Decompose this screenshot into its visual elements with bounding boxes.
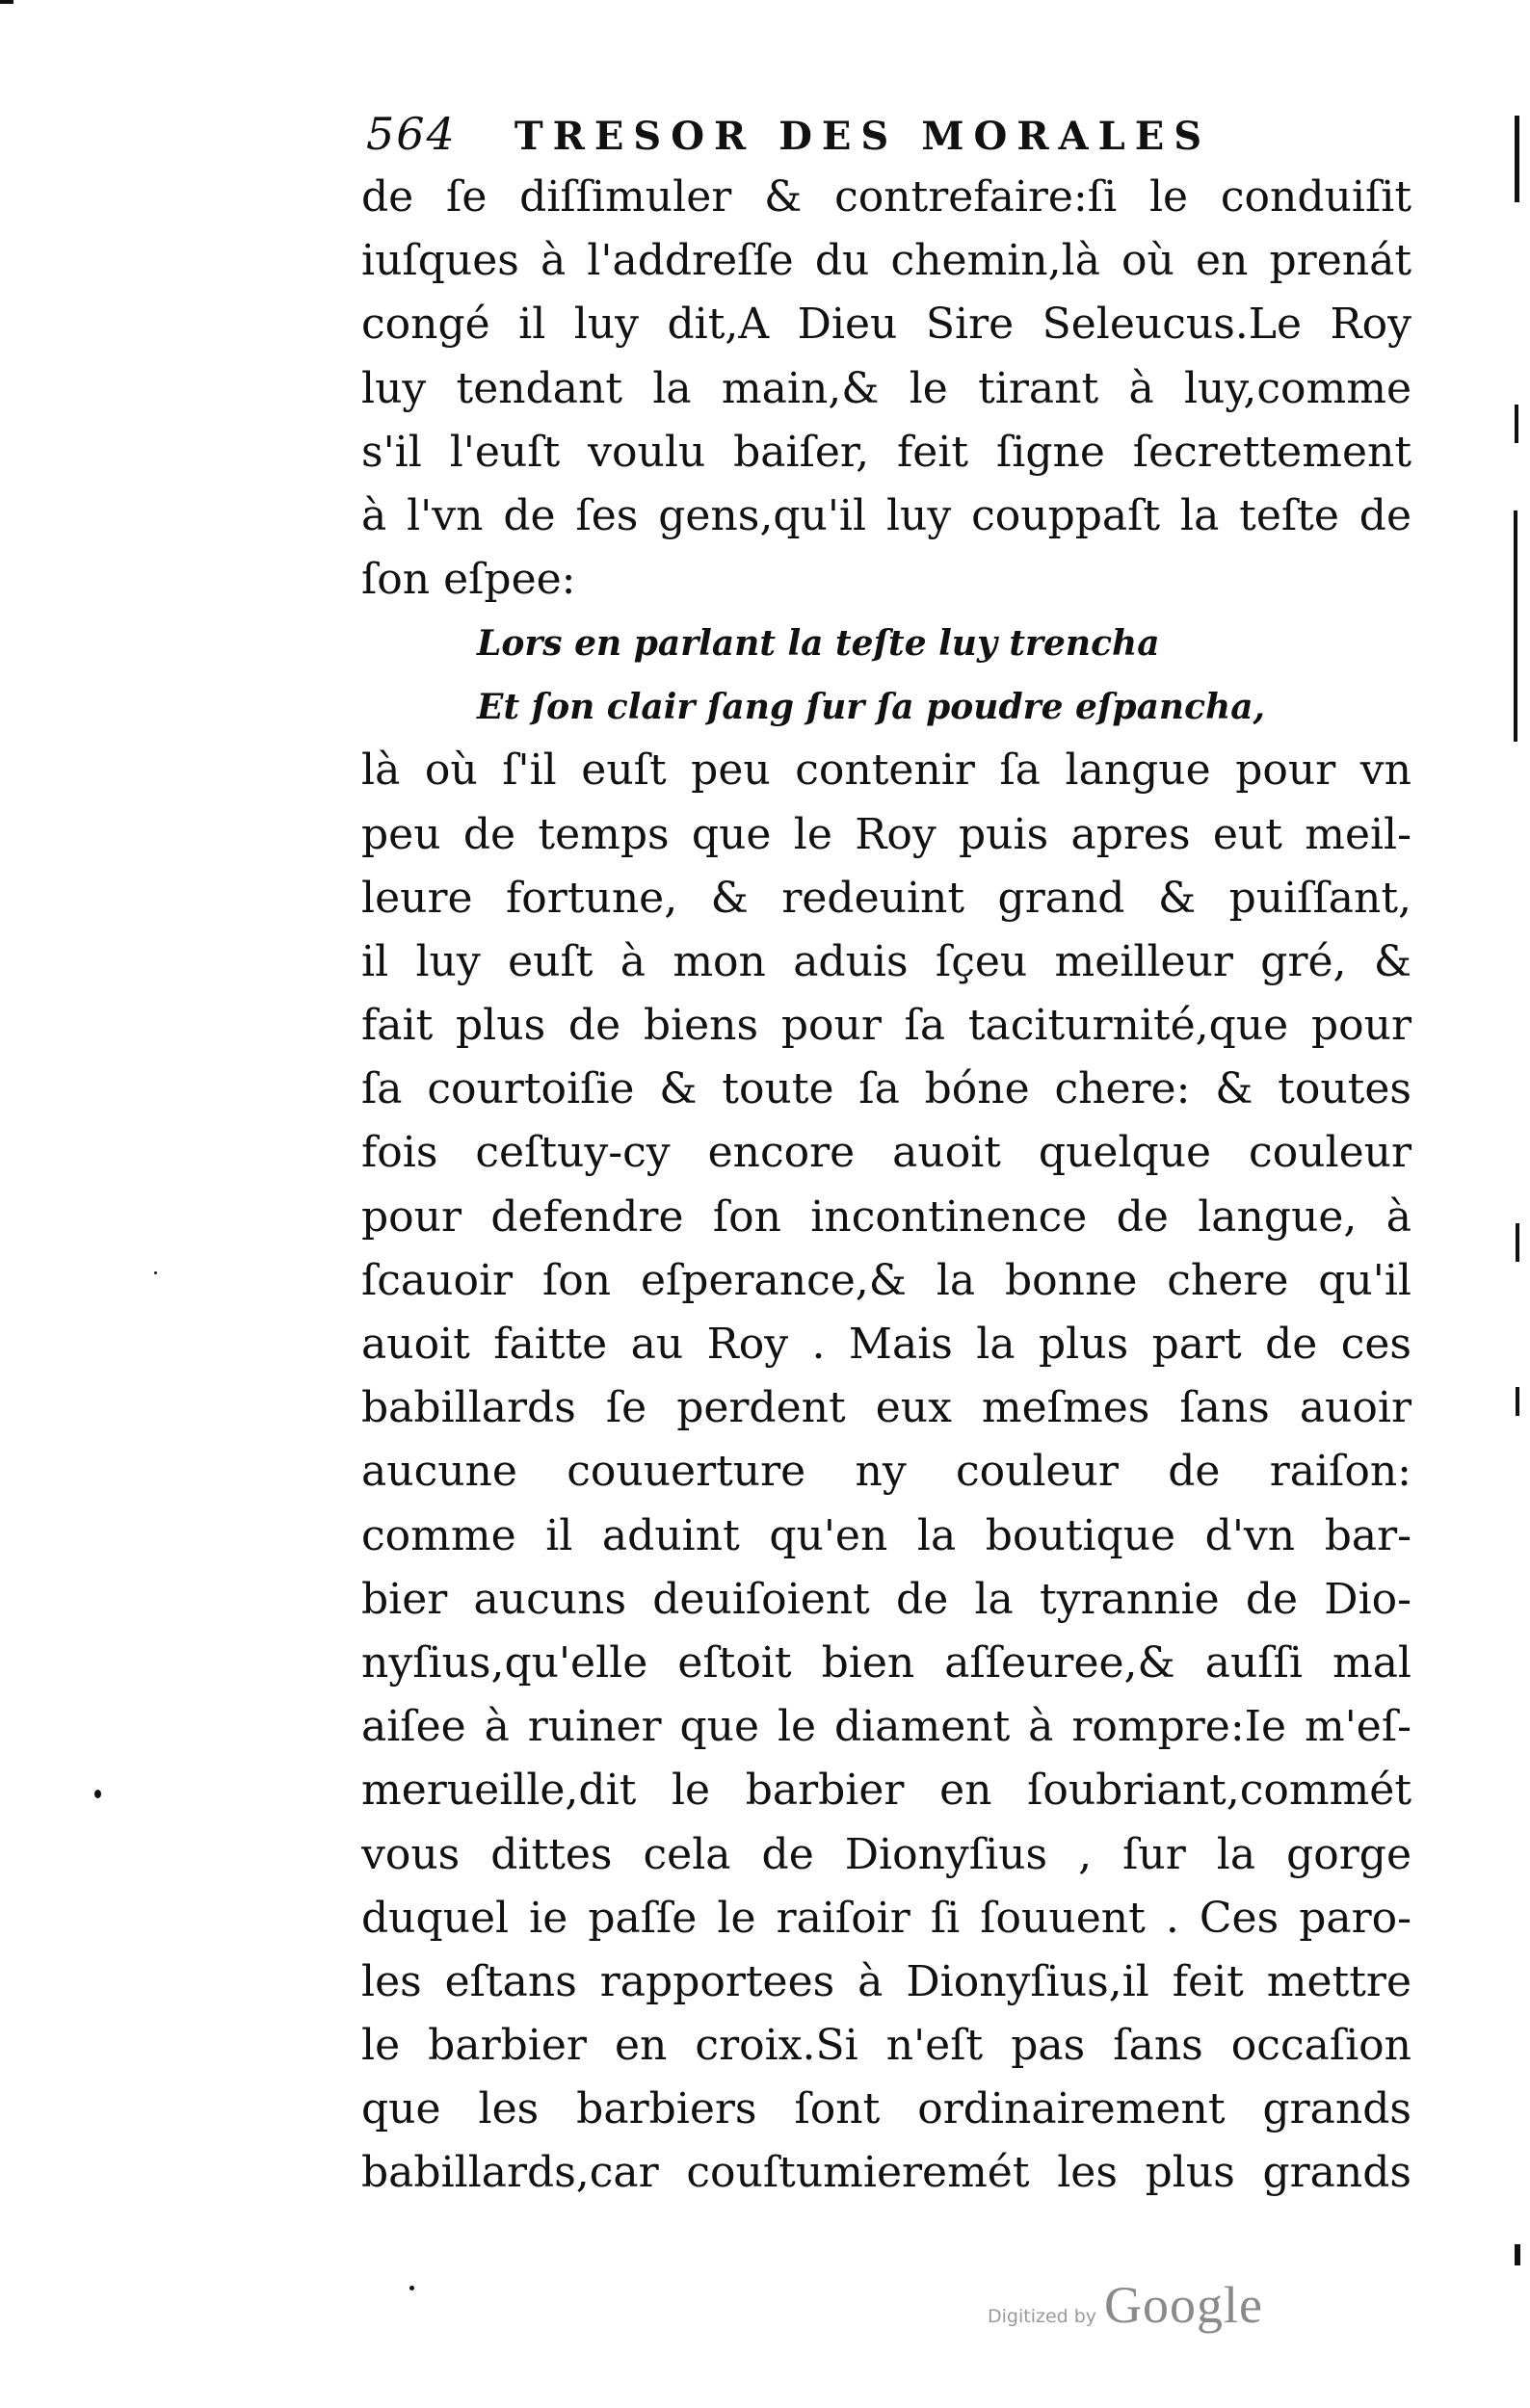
google-logo: Google [1104,2276,1264,2334]
text-line: leure fortune, & redeuint grand & puiſſant, [361,873,1411,923]
text-line: babillards,car couſtumieremét les plus grands [361,2148,1411,2198]
text-line: s'il l'euſt voulu baiſer, feit ſigne ſecrettement [361,427,1411,477]
text-line: merueille,dit le barbier en ſoubriant,commét [361,1766,1411,1816]
text-line: à l'vn de ſes gens,qu'il luy couppaſt la teſte de [361,490,1411,540]
stray-dot [154,1271,157,1274]
text-line: pour defendre ſon incontinence de langue, à [361,1191,1411,1242]
text-line: aucune couuerture ny couleur de raiſon: [361,1447,1411,1497]
watermark-prefix: Digitized by [988,2306,1097,2327]
stray-dot [409,2286,414,2290]
text-line: ſon eſpee: [361,555,576,605]
text-line: peu de temps que le Roy puis apres eut meil- [361,809,1411,859]
text-line: ſcauoir ſon eſperance,& la bonne chere qu'il [361,1255,1411,1305]
text-line: de ſe diſſimuler & contrefaire:ſi le conduiſit [361,172,1411,222]
scan-edge-mark [1515,116,1519,202]
text-line: luy tendant la main,& le tirant à luy,comme [361,363,1411,413]
text-line: duquel ie paſſe le raiſoir ſi ſouuent . Ces paro- [361,1893,1411,1943]
scan-edge-mark [1514,510,1517,742]
text-line: fait plus de biens pour ſa taciturnité,que pour [361,1001,1411,1051]
verse-line: Lors en parlant la teſte luy trencha [477,623,1160,665]
text-line: là où ſ'il euſt peu contenir ſa langue pour vn [361,746,1411,796]
digitized-watermark [988,2275,1263,2335]
scan-edge-mark [1515,405,1518,443]
running-title: TRESOR DES MORALES [514,114,1212,159]
text-line: fois ceſtuy-cy encore auoit quelque couleur [361,1128,1411,1178]
text-line: ſa courtoiſie & toute ſa bóne chere: & toutes [361,1064,1411,1114]
text-line: les eſtans rapportees à Dionyſius,il feit mettre [361,1956,1411,2006]
scan-edge-mark [1516,1223,1519,1262]
text-line: il luy euſt à mon aduis ſçeu meilleur gré, & [361,936,1411,986]
text-line: nyſius,qu'elle eſtoit bien aſſeuree,& auſſi mal [361,1637,1411,1688]
text-line: bier aucuns deuiſoient de la tyrannie de Dio- [361,1574,1411,1624]
page-number: 564 [366,108,457,160]
scan-edge-mark [1515,2244,1520,2265]
scan-edge-mark [0,0,13,4]
text-line: le barbier en croix.Si n'eſt pas ſans occaſion [361,2021,1411,2071]
text-line: vous dittes cela de Dionyſius , ſur la gorge [361,1829,1411,1879]
stray-dot [94,1790,101,1798]
text-line: babillards ſe perdent eux meſmes ſans auoir [361,1383,1411,1433]
text-line: iuſques à l'addreſſe du chemin,là où en prenát [361,236,1411,286]
text-line: comme il aduint qu'en la boutique d'vn bar- [361,1510,1411,1560]
text-line: aiſee à ruiner que le diament à rompre:Ie m'eſ- [361,1702,1411,1752]
text-line: que les barbiers ſont ordinairement grands [361,2084,1411,2134]
body-text [361,166,1411,2206]
scan-edge-mark [1516,1387,1519,1416]
verse-line: Et ſon clair ſang ſur ſa poudre eſpancha, [477,687,1266,728]
text-line: auoit faitte au Roy . Mais la plus part de ces [361,1320,1411,1369]
text-line: congé il luy dit,A Dieu Sire Seleucus.Le Roy [361,300,1411,350]
